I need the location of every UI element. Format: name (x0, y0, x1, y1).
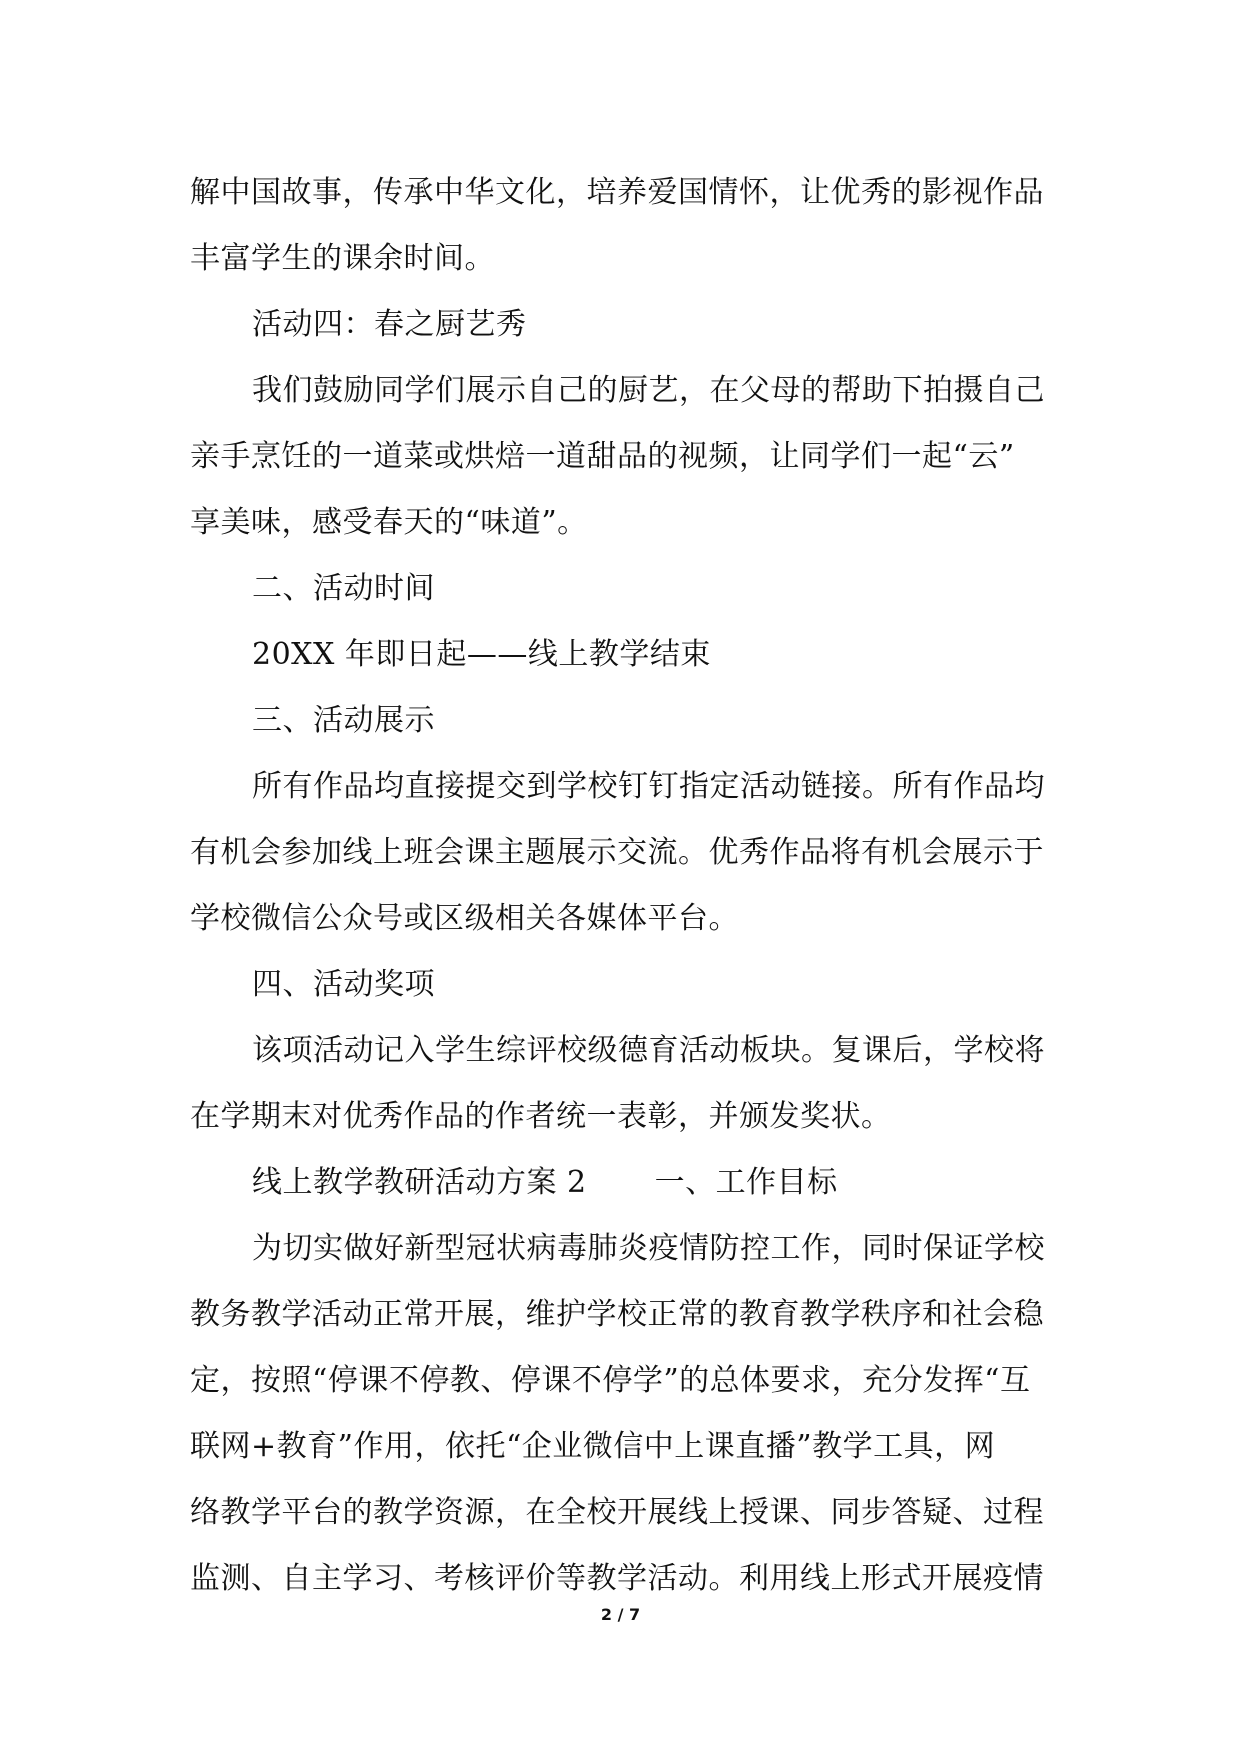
page-number: 2 / 7 (600, 1605, 641, 1624)
text-line: 20XX 年即日起——线上教学结束 (252, 637, 711, 672)
text-line: 监测、自主学习、考核评价等教学活动。利用线上形式开展疫情 (190, 1561, 1044, 1596)
text-line: 我们鼓励同学们展示自己的厨艺，在父母的帮助下拍摄自己 (252, 373, 1045, 408)
text-line: 享美味，感受春天的“味道”。 (190, 505, 588, 540)
text-line: 解中国故事，传承中华文化，培养爱国情怀，让优秀的影视作品 (190, 175, 1044, 210)
document-body (190, 160, 1060, 1612)
section-heading: 四、活动奖项 (252, 967, 435, 1002)
document-title-line (190, 1150, 1060, 1216)
document-title: 线上教学教研活动方案 2 (252, 1165, 587, 1200)
text-line: 亲手烹饪的一道菜或烘焙一道甜品的视频，让同学们一起“云” (190, 439, 1015, 474)
text-line: 教务教学活动正常开展，维护学校正常的教育教学秩序和社会稳 (190, 1297, 1044, 1332)
section-heading: 二、活动时间 (252, 571, 435, 606)
section-heading: 三、活动展示 (252, 703, 435, 738)
section-heading: 活动四：春之厨艺秀 (252, 307, 527, 342)
section-heading: 一、工作目标 (654, 1165, 838, 1200)
text-line: 所有作品均直接提交到学校钉钉指定活动链接。所有作品均 (252, 769, 1045, 804)
text-line: 络教学平台的教学资源，在全校开展线上授课、同步答疑、过程 (190, 1495, 1044, 1530)
text-line: 有机会参加线上班会课主题展示交流。优秀作品将有机会展示于 (190, 835, 1044, 870)
text-line: 定，按照“停课不停教、停课不停学”的总体要求，充分发挥“互 (190, 1363, 1031, 1398)
text-line: 为切实做好新型冠状病毒肺炎疫情防控工作，同时保证学校 (252, 1231, 1045, 1266)
text-line: 联网+教育”作用，依托“企业微信中上课直播”教学工具，网 (190, 1429, 996, 1464)
text-line: 在学期末对优秀作品的作者统一表彰，并颁发奖状。 (190, 1099, 892, 1134)
text-line: 丰富学生的课余时间。 (190, 241, 495, 276)
text-line: 学校微信公众号或区级相关各媒体平台。 (190, 901, 739, 936)
text-line: 该项活动记入学生综评校级德育活动板块。复课后，学校将 (252, 1033, 1045, 1068)
